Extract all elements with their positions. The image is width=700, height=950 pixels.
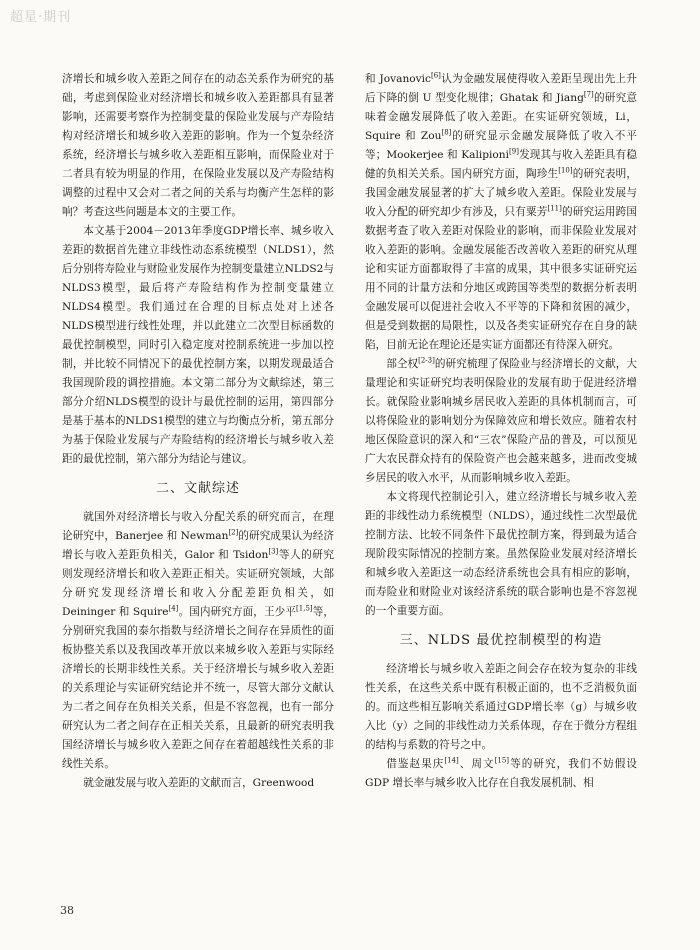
paragraph: 就国外对经济增长与收入分配关系的研究而言，在理论研究中，Banerjee 和 Newman[2]的研究成果认为经济增长与收入差距负相关，Galor 和 Tsidon[3]等人的研究则发现经济增长和收入差距正相关。实证研究领域，大部分研究发现经济增长和收入分配差距负相关，如 Deininger 和 Squire[4]。国内研究方面，王少平[1,5]等，分别研究我国的泰尔指数与经济增长之间存在异质性的面板协整关系以及我国改革开放以来城乡收入差距与实际经济增长的长期非线性关系。关于经济增长与城乡收入差距的关系理论与实证研究结论并不统一，尽管大部分文献认为二者之间存在负相关关系，但是不容忽视，也有一部分研究认为二者之间存在正相关关系，且最新的研究表明我国经济增长与城乡收入差距之间存在着超越线性关系的非线性关系。 — [62, 511, 335, 770]
paragraph: 就金融发展与收入差距的文献而言，Greenwood — [83, 777, 315, 789]
citation: [7] — [583, 90, 594, 99]
citation: [15] — [494, 756, 510, 765]
paragraph: 借鉴赵果庆[14]、周文[15]等的研究，我们不妨假设 GDP 增长率与城乡收入比存在自我发展机制、相 — [365, 756, 638, 789]
citation: [10] — [558, 166, 573, 175]
right-column — [365, 70, 637, 793]
citation: [2-3] — [418, 356, 435, 365]
watermark-logo: 超星·期刊 — [10, 10, 72, 25]
paragraph: 和 Jovanovic[6]认为金融发展使得收入差距呈现出先上升后下降的倒 U 型变化规律；Ghatak 和 Jiang[7]的研究意味着金融发展降低了收入差距。在实证研究领域，Li，Squire 和 Zou[8]的研究显示金融发展降低了收入不平等；Mookerjee 和 Kalipioni[9]发现其与收入差距具有稳健的负相关关系。国内研究方面，陶珍生[10]的研究表明，我国金融发展显著的扩大了城乡收入差距。保险业发展与收入分配的研究却少有涉及，只有粟芳[11]的研究运用跨国数据考查了收入差距对保险业的影响，而非保险业发展对收入差距的影响。金融发展能否改善收入差距的研究从理论和实证方面都取得了丰富的成果，其中很多实证研究运用不同的计量方法和分地区或跨国等类型的数据分析表明金融发展可以促进社会收入不平等的下降和贫困的减少，但是受到数据的局限性，以及各类实证研究存在自身的缺陷，目前无论在理论还是实证方面都还有待深入研究。 — [365, 71, 638, 351]
citation: [8] — [441, 128, 452, 137]
page-number: 38 — [60, 904, 74, 917]
paragraph: 经济增长与城乡收入差距之间会存在较为复杂的非线性关系，在这些关系中既有积极正面的，也不乏消极负面的。而这些相互影响关系通过GDP增长率（g）与城乡收入比（y）之间的非线性动力关系体现，存在于微分方程组的结构与系数的符号之中。 — [365, 663, 637, 751]
citation: [6] — [431, 71, 441, 80]
left-column — [62, 70, 334, 793]
paragraph: 济增长和城乡收入差距之间存在的动态关系作为研究的基础，考虑到保险业对经济增长和城乡收入差距都具有显著影响，还需要考察作为控制变量的保险业发展与产寿险结构对经济增长和城乡收入差距的影响。作为一个复杂经济系统，经济增长与城乡收入差距相互影响，而保险业对于二者具有较为明显的作用，在保险业发展以及产寿险结构调整的过程中又会对二者之间的关系与均衡产生怎样的影响？考查这些问题是本文的主要工作。 — [62, 73, 334, 218]
paragraph: 部仝权[2-3]的研究梳理了保险业与经济增长的文献，大量理论和实证研究均表明保险业的发展有助于促进经济增长。就保险业影响城乡居民收入差距的具体机制而言，可以将保险业的影响划分为保障效应和增长效应。随着农村地区保险意识的深入和“三农”保险产品的普及，可以预见广大农民群众持有的保险资产也会越来越多，进而改变城乡居民的收入水平，从而影响城乡收入差距。 — [365, 356, 638, 484]
paragraph: 本文将现代控制论引入，建立经济增长与城乡收入差距的非线性动力系统模型（NLDS），通过线性二次型最优控制方法、比较不同条件下最优控制方案，得到最为适合现阶段实际情况的控制方案。虽然保险业发展对经济增长和城乡收入差距这一动态经济系统也会具有相应的影响，而寿险业和财险业对该经济系统的联合影响也是不容忽视的一个重要方面。 — [365, 491, 637, 617]
section-heading: 二、文献综述 — [155, 481, 240, 496]
citation: [14] — [444, 756, 459, 765]
citation: [2] — [228, 528, 239, 537]
citation: [3] — [268, 547, 279, 556]
section-heading: 三、NLDS 最优控制模型的构造 — [399, 633, 603, 648]
citation: [9] — [509, 147, 519, 156]
citation: [1,5] — [296, 604, 313, 613]
paragraph: 本文基于2004－2013年季度GDP增长率、城乡收入差距的数据首先建立非线性动态系统模型（NLDS1），然后分别将寿险业与财险业发展作为控制变量建立NLDS2与NLDS3模型，最后将产寿险结构作为控制变量建立NLDS4模型。我们通过在合理的目标点处对上述各NLDS模型进行线性处理，并以此建立二次型目标函数的最优控制模型，同时引入稳定度对控制系统进一步加以控制，并比较不同情况下的最优控制方案，以期发现最适合我国现阶段的调控措施。本文第二部分为文献综述，第三部分介绍NLDS模型的设计与最优控制的运用，第四部分是基于基本的NLDS1模型的建立与均衡点分析，第五部分为基于保险业发展与产寿险结构的经济增长与城乡收入差距的最优控制，第六部分为结论与建议。 — [62, 225, 334, 465]
citation: [4] — [168, 604, 179, 613]
citation: [11] — [547, 204, 562, 213]
